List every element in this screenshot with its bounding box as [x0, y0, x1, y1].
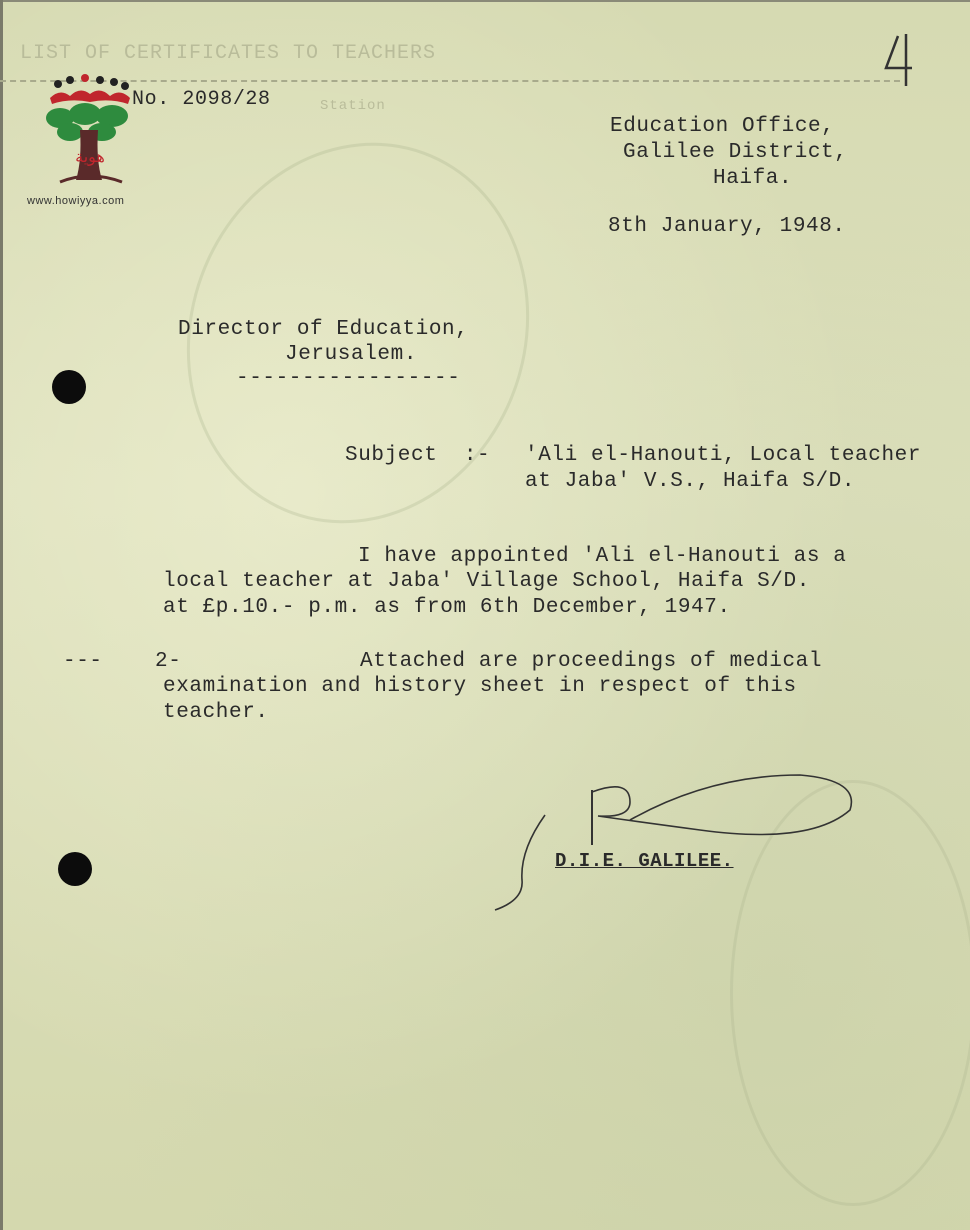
handwritten-signature	[480, 760, 880, 930]
addressee-rule: -----------------	[236, 367, 461, 390]
body-paragraph-2-line-1: Attached are proceedings of medical	[360, 650, 823, 673]
watermark-url: www.howiyya.com	[27, 195, 125, 207]
body-paragraph-1-line-3: at £p.10.- p.m. as from 6th December, 1947.	[163, 596, 731, 619]
subject-line-2: at Jaba' V.S., Haifa S/D.	[525, 470, 856, 493]
signature-title: D.I.E. GALILEE.	[555, 850, 734, 872]
paragraph-2-number: 2-	[155, 650, 182, 673]
punch-hole-bottom	[58, 852, 92, 886]
body-paragraph-1-line-1: I have appointed 'Ali el-Hanouti as a	[358, 545, 847, 568]
page-edge-left	[0, 0, 3, 1230]
sender-line-3: Haifa.	[713, 167, 793, 190]
subject-line-1: 'Ali el-Hanouti, Local teacher	[525, 444, 922, 467]
paragraph-2-marker: ---	[63, 650, 103, 673]
body-paragraph-2-line-2: examination and history sheet in respect of this	[163, 675, 797, 698]
body-paragraph-1-line-2: local teacher at Jaba' Village School, Haifa S/D.	[163, 570, 810, 593]
sender-line-1: Education Office,	[610, 115, 835, 138]
svg-text:هوية: هوية	[75, 147, 105, 166]
subject-label: Subject :-	[345, 444, 491, 467]
addressee-line-1: Director of Education,	[178, 318, 469, 341]
letter-date: 8th January, 1948.	[608, 215, 846, 238]
punch-hole-top	[52, 370, 86, 404]
handwritten-page-number	[880, 30, 920, 90]
howiyya-logo-icon	[40, 70, 140, 200]
addressee-line-2: Jerusalem.	[285, 343, 418, 366]
faint-header-subtext: Station	[320, 98, 386, 114]
faint-header-text: LIST OF CERTIFICATES TO TEACHERS	[20, 42, 437, 65]
body-paragraph-2-line-3: teacher.	[163, 701, 269, 724]
reference-number: No. 2098/28	[132, 88, 271, 111]
page-edge-top	[0, 0, 970, 2]
sender-line-2: Galilee District,	[623, 141, 848, 164]
